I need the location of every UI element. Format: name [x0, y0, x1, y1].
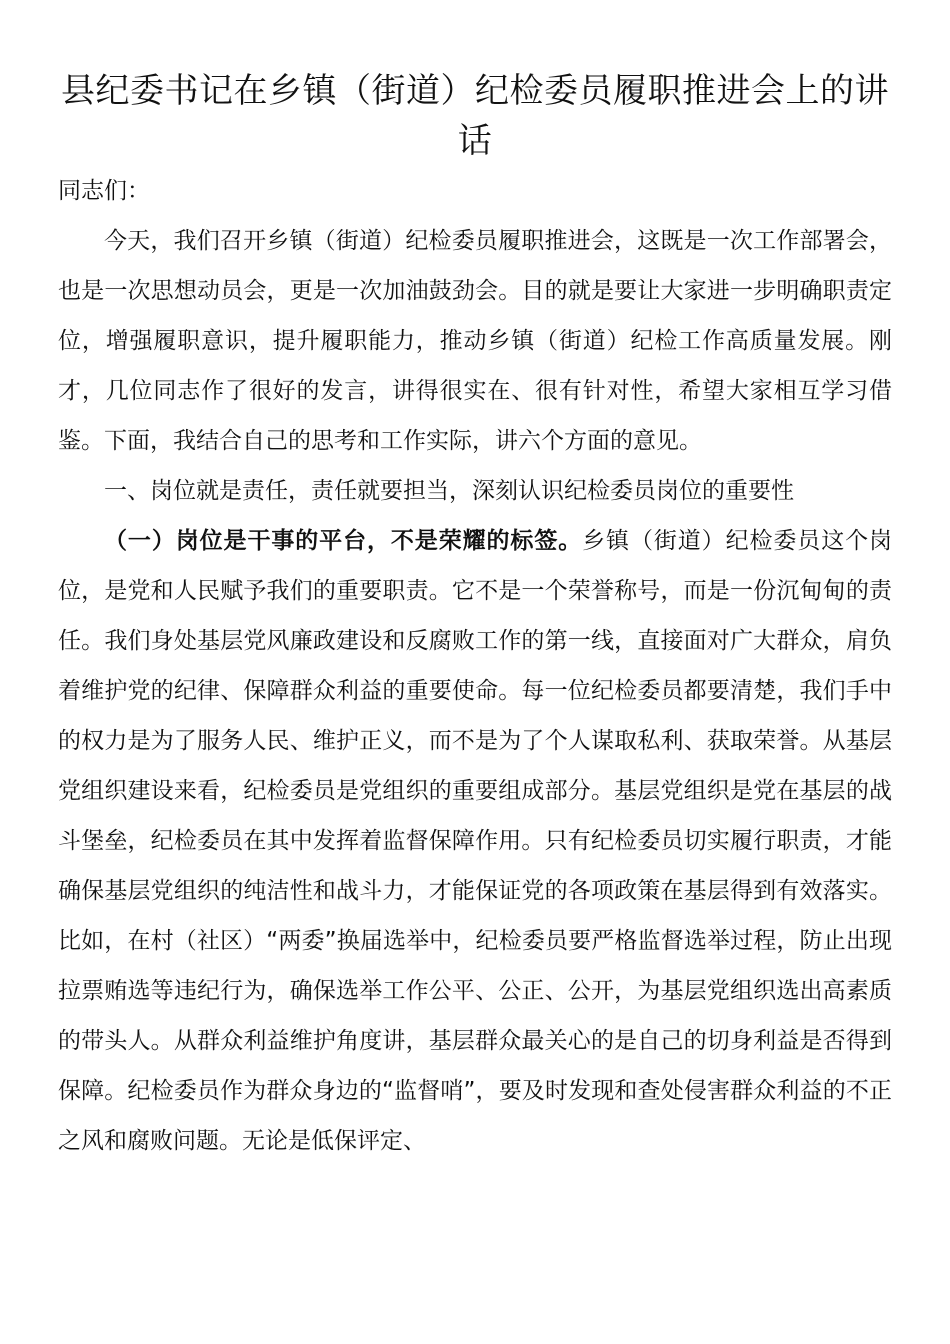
document-title: 县纪委书记在乡镇（街道）纪检委员履职推进会上的讲话 [61, 71, 889, 161]
greeting: 同志们： [58, 178, 150, 204]
subsection-body: 乡镇（街道）纪检委员这个岗位，是党和人民赋予我们的重要职责。它不是一个荣誉称号，而是一份沉甸甸的责任。我们身处基层党风廉政建设和反腐败工作的第一线，直接面对广大群众，肩负着维护党的纪律、保障群众利益的重要使命。每一位纪检委员都要清楚，我们手中的权力是为了服务人民、维护正义，而不是为了个人谋取私利、获取荣誉。从基层党组织建设来看，纪检委员是党组织的重要组成部分。基层党组织是党在基层的战斗堡垒，纪检委员在其中发挥着监督保障作用。只有纪检委员切实履行职责，才能确保基层党组织的纯洁性和战斗力，才能保证党的各项政策在基层得到有效落实。比如，在村（社区）“两委”换届选举中，纪检委员要严格监督选举过程，防止出现拉票贿选等违纪行为，确保选举工作公平、公正、公开，为基层党组织选出高素质的带头人。从群众利益维护角度讲，基层群众最关心的是自己的切身利益是否得到保障。纪检委员作为群众身边的“监督哨”，要及时发现和查处侵害群众利益的不正之风和腐败问题。无论是低保评定、 [58, 528, 892, 1154]
section-heading-1: 一、岗位就是责任，责任就要担当，深刻认识纪检委员岗位的重要性 [104, 478, 794, 504]
subsection-lead: （一）岗位是干事的平台，不是荣耀的标签。 [104, 528, 583, 554]
intro-paragraph: 今天，我们召开乡镇（街道）纪检委员履职推进会，这既是一次工作部署会，也是一次思想动员会，更是一次加油鼓劲会。目的就是要让大家进一步明确职责定位，增强履职意识，提升履职能力，推动乡镇（街道）纪检工作高质量发展。刚才，几位同志作了很好的发言，讲得很实在、很有针对性，希望大家相互学习借鉴。下面，我结合自己的思考和工作实际，讲六个方面的意见。 [58, 228, 892, 454]
subsection-paragraph-1 [58, 516, 892, 1166]
document-page [58, 66, 892, 1166]
